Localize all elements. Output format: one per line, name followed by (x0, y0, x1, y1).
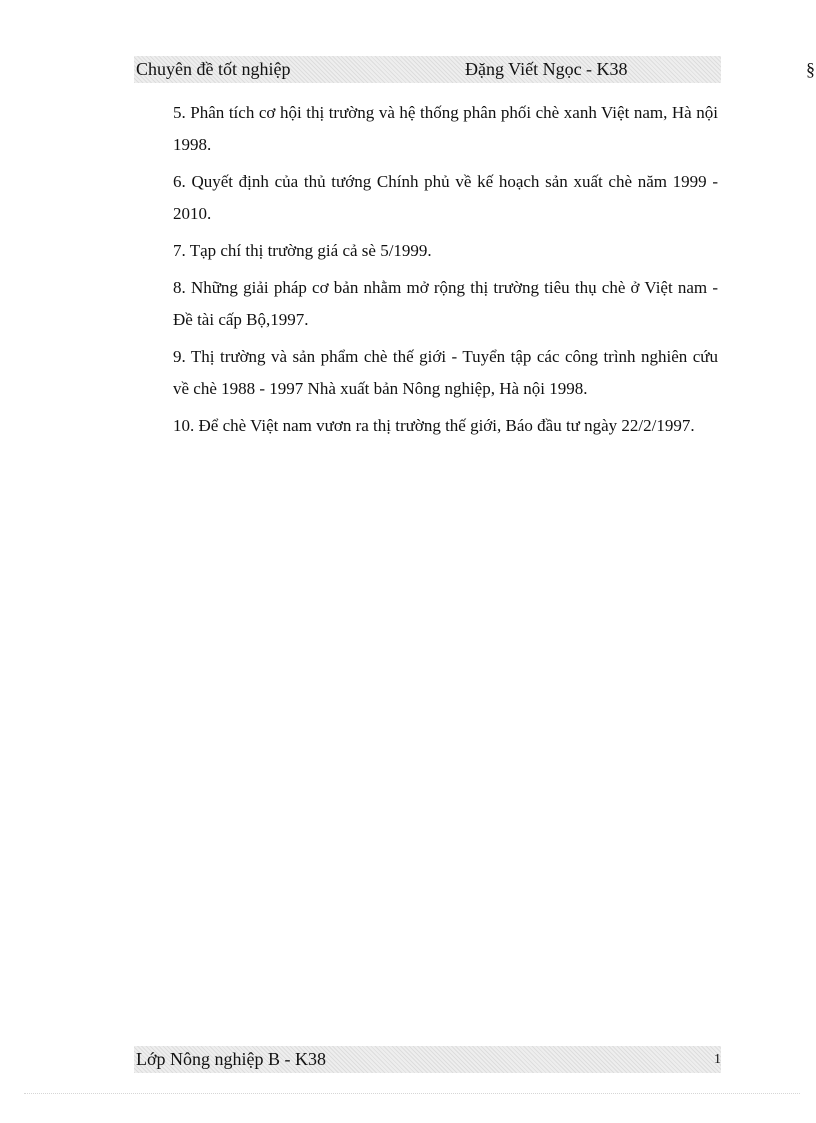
reference-item: 5. Phân tích cơ hội thị trường và hệ thống phân phối chè xanh Việt nam, Hà nội 1998. (173, 103, 718, 154)
reference-item: 6. Quyết định của thủ tướng Chính phủ về kế hoạch sản xuất chè năm 1999 - 2010. (173, 172, 718, 223)
footer-class-name: Lớp Nông nghiệp B - K38 (136, 1049, 327, 1069)
reference-item: 7. Tạp chí thị trường giá cả sè 5/1999. (173, 241, 432, 260)
reference-list (173, 97, 718, 447)
reference-item: 8. Những giải pháp cơ bản nhằm mở rộng thị trường tiêu thụ chè ở Việt nam - Đề tài cấp Bộ,1997. (173, 278, 718, 329)
margin-section-mark: § (806, 59, 815, 79)
page-footer (134, 1046, 721, 1073)
reference-item: 9. Thị trường và sản phẩm chè thế giới - Tuyển tập các công trình nghiên cứu về chè 1988 - 1997 Nhà xuất bản Nông nghiệp, Hà nội 1998. (173, 347, 718, 398)
reference-item: 10. Để chè Việt nam vươn ra thị trường thế giới, Báo đầu tư ngày 22/2/1997. (173, 416, 695, 435)
page-header (134, 56, 721, 83)
page-bottom-divider (24, 1093, 800, 1094)
header-document-title: Chuyên đề tốt nghiệp (136, 59, 291, 79)
header-author: Đặng Viết Ngọc - K38 (465, 59, 628, 79)
page-number: 1 (714, 1052, 721, 1067)
